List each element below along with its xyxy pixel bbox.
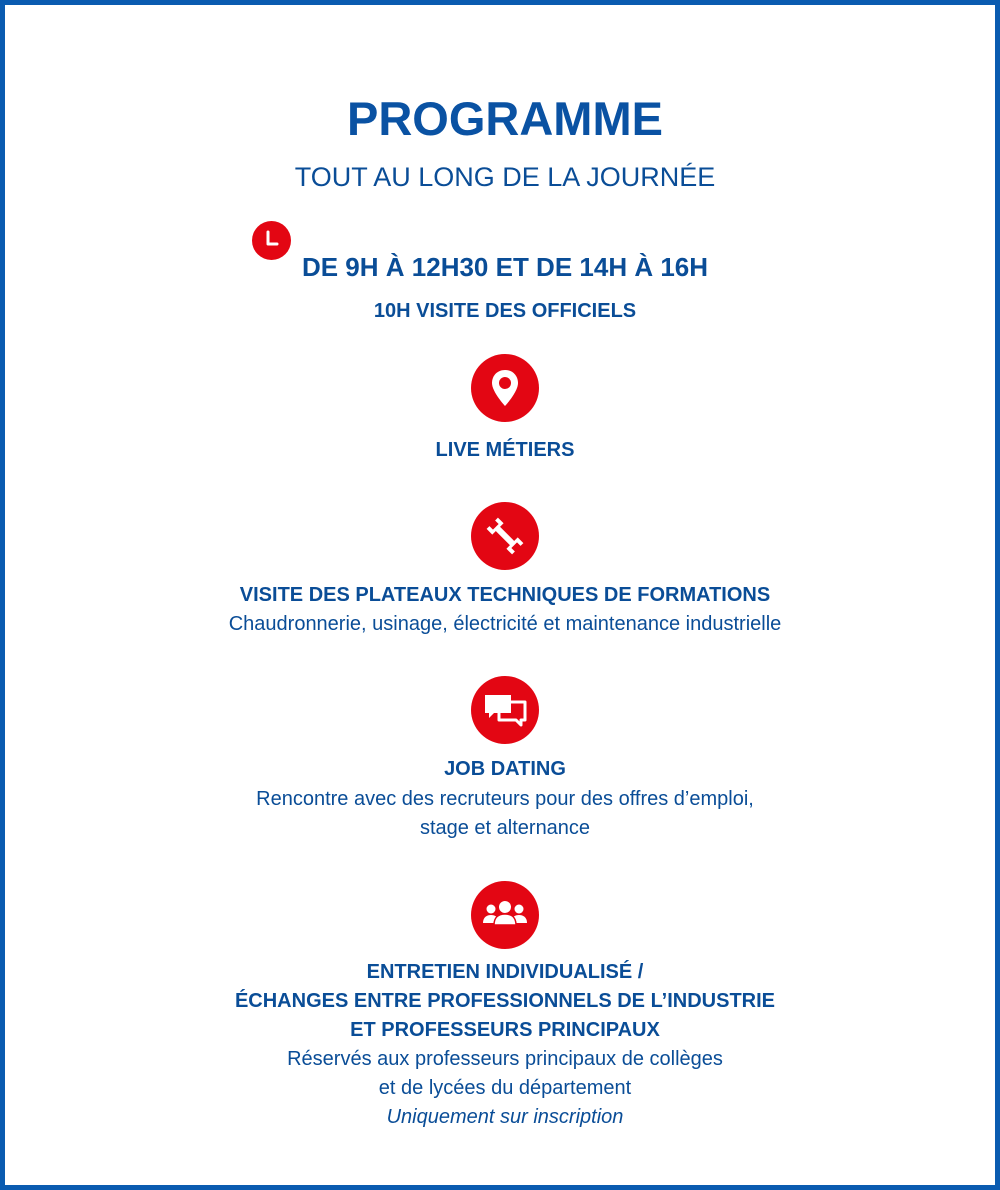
wrench-icon bbox=[471, 502, 539, 570]
job-dating-title: JOB DATING bbox=[444, 758, 566, 780]
entretien-title-line-1: ENTRETIEN INDIVIDUALISÉ / bbox=[366, 961, 644, 983]
page-title: PROGRAMME bbox=[347, 92, 663, 145]
officials-visit: 10H VISITE DES OFFICIELS bbox=[373, 300, 637, 322]
registration-note: Uniquement sur inscription bbox=[386, 1106, 624, 1128]
plateaux-description: Chaudronnerie, usinage, électricité et maintenance industrielle bbox=[228, 613, 782, 635]
job-dating-line-1: Rencontre avec des recruteurs pour des offres d’emploi, bbox=[256, 788, 754, 810]
page-subtitle: TOUT AU LONG DE LA JOURNÉE bbox=[294, 162, 716, 192]
map-pin-icon bbox=[471, 354, 539, 422]
chat-bubbles-icon bbox=[471, 676, 539, 744]
entretien-title bbox=[5, 958, 1000, 1045]
entretien-text-line-2: et de lycées du département bbox=[378, 1077, 632, 1099]
group-icon bbox=[471, 881, 539, 949]
entretien-text-line-1: Réservés aux professeurs principaux de collèges bbox=[287, 1048, 723, 1070]
opening-hours: DE 9H À 12H30 ET DE 14H À 16H bbox=[301, 252, 709, 282]
plateaux-title: VISITE DES PLATEAUX TECHNIQUES DE FORMATIONS bbox=[239, 584, 771, 606]
job-dating-description bbox=[5, 785, 1000, 843]
entretien-title-line-3: ET PROFESSEURS PRINCIPAUX bbox=[350, 1019, 660, 1041]
live-metiers-title: LIVE MÉTIERS bbox=[435, 439, 575, 461]
entretien-description bbox=[5, 1045, 1000, 1132]
entretien-title-line-2: ÉCHANGES ENTRE PROFESSIONNELS DE L’INDUSTRIE bbox=[234, 990, 776, 1012]
job-dating-line-2: stage et alternance bbox=[419, 817, 591, 839]
